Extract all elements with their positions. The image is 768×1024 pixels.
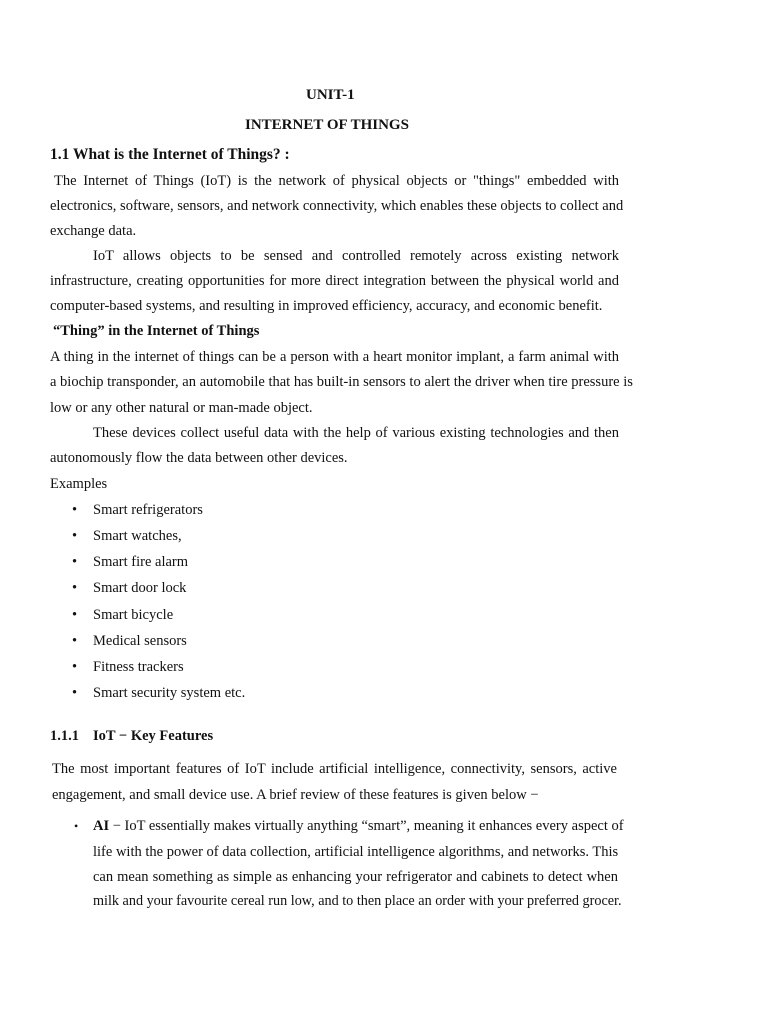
paragraph-line: exchange data. xyxy=(50,223,137,239)
subheading-thing: “Thing” in the Internet of Things xyxy=(53,323,260,339)
ai-term: AI xyxy=(93,818,110,834)
list-item: Smart fire alarm xyxy=(93,554,189,570)
unit-heading: UNIT-1 xyxy=(306,87,355,103)
bullet-icon: • xyxy=(72,607,78,623)
bullet-icon: • xyxy=(72,580,78,596)
paragraph-line: The Internet of Things (IoT) is the network of physical objects or "things" embedded with xyxy=(54,173,619,189)
paragraph-line: autonomously flow the data between other devices. xyxy=(50,450,348,466)
bullet-icon: • xyxy=(72,633,78,649)
paragraph-line: low or any other natural or man-made object. xyxy=(50,400,313,416)
paragraph-line: infrastructure, creating opportunities for more direct integration between the physical world and xyxy=(50,273,619,289)
paragraph-line: life with the power of data collection, artificial intelligence algorithms, and networks. This xyxy=(93,844,619,860)
list-item: Smart door lock xyxy=(93,580,187,596)
paragraph-line: The most important features of IoT include artificial intelligence, connectivity, sensors, active xyxy=(52,761,617,777)
paragraph-line: electronics, software, sensors, and network connectivity, which enables these objects to collect and xyxy=(50,198,624,214)
bullet-icon: • xyxy=(74,819,79,833)
list-item: Smart security system etc. xyxy=(93,685,246,701)
bullet-icon: • xyxy=(72,659,78,675)
ai-first-line-text: − IoT essentially makes virtually anything “smart”, meaning it enhances every aspect of xyxy=(109,818,624,834)
section-heading-1-1-1: IoT − Key Features xyxy=(93,728,214,744)
list-item: Smart watches, xyxy=(93,528,182,544)
examples-label: Examples xyxy=(50,476,108,492)
section-heading-1-1: 1.1 What is the Internet of Things? : xyxy=(50,146,290,163)
ai-item-first-line xyxy=(93,818,624,835)
paragraph-line: engagement, and small device use. A brief review of these features is given below − xyxy=(52,787,539,803)
paragraph-line: a biochip transponder, an automobile that has built-in sensors to alert the driver when tire pressure is xyxy=(50,374,633,390)
paragraph-line: computer-based systems, and resulting in improved efficiency, accuracy, and economic benefit. xyxy=(50,298,603,314)
list-item: Smart refrigerators xyxy=(93,502,203,518)
list-item: Medical sensors xyxy=(93,633,187,649)
paragraph-line: A thing in the internet of things can be a person with a heart monitor implant, a farm animal with xyxy=(50,349,619,365)
paragraph-line: These devices collect useful data with the help of various existing technologies and then xyxy=(93,425,619,441)
paragraph-line: milk and your favourite cereal run low, and to then place an order with your preferred grocer. xyxy=(93,893,622,909)
section-number-1-1-1: 1.1.1 xyxy=(50,728,79,744)
paragraph-line: can mean something as simple as enhancing your refrigerator and cabinets to detect when xyxy=(93,869,618,885)
paragraph-line: IoT allows objects to be sensed and controlled remotely across existing network xyxy=(93,248,619,264)
list-item: Fitness trackers xyxy=(93,659,184,675)
page-title: INTERNET OF THINGS xyxy=(245,117,409,133)
bullet-icon: • xyxy=(72,685,78,701)
bullet-icon: • xyxy=(72,554,78,570)
bullet-icon: • xyxy=(72,528,78,544)
bullet-icon: • xyxy=(72,502,78,518)
list-item: Smart bicycle xyxy=(93,607,174,623)
